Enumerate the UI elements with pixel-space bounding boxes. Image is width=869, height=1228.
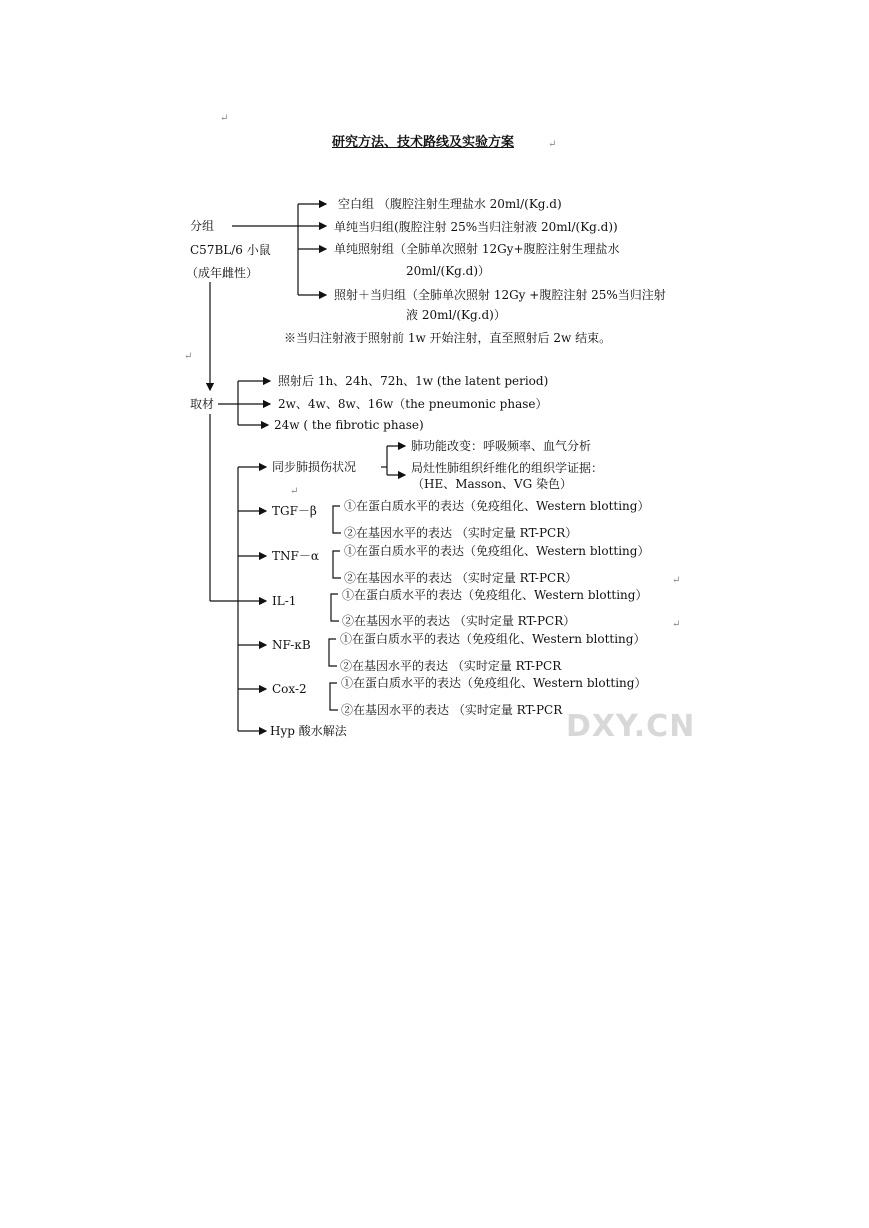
marker-name: Cox-2 bbox=[272, 682, 307, 696]
marker-gene: ②在基因水平的表达 （实时定量 RT-PCR） bbox=[344, 526, 578, 540]
lung-injury-label: 同步肺损伤状况 bbox=[272, 460, 357, 474]
paragraph-mark: ↵ bbox=[672, 575, 681, 586]
group-item-continued: 液 20ml/(Kg.d)） bbox=[406, 308, 506, 322]
paragraph-mark: ↵ bbox=[672, 619, 681, 630]
marker-protein: ①在蛋白质水平的表达（免疫组化、Western blotting） bbox=[344, 544, 650, 558]
group-item: 照射＋当归组（全肺单次照射 12Gy +腹腔注射 25%当归注射 bbox=[334, 288, 666, 302]
marker-protein: ①在蛋白质水平的表达（免疫组化、Western blotting） bbox=[340, 632, 646, 646]
paragraph-mark: ↵ bbox=[184, 351, 193, 362]
subject-note: （成年雌性） bbox=[186, 266, 259, 280]
marker-protein: ①在蛋白质水平的表达（免疫组化、Western blotting） bbox=[344, 499, 650, 513]
sampling-time: 照射后 1h、24h、72h、1w (the latent period) bbox=[278, 374, 549, 388]
marker-gene: ②在基因水平的表达 （实时定量 RT-PCR） bbox=[344, 571, 578, 585]
hyp-method: Hyp 酸水解法 bbox=[270, 724, 347, 738]
paragraph-mark: ↵ bbox=[220, 113, 229, 124]
marker-protein: ①在蛋白质水平的表达（免疫组化、Western blotting） bbox=[341, 676, 647, 690]
watermark-logo: DXY.CN bbox=[566, 709, 696, 744]
marker-gene: ②在基因水平的表达 （实时定量 RT-PCR） bbox=[342, 614, 576, 628]
paragraph-mark: ↵ bbox=[290, 486, 299, 497]
marker-protein: ①在蛋白质水平的表达（免疫组化、Western blotting） bbox=[342, 588, 648, 602]
lung-injury-item: 局灶性肺组织纤维化的组织学证据： bbox=[411, 461, 604, 475]
marker-gene: ②在基因水平的表达 （实时定量 RT-PCR bbox=[341, 703, 563, 717]
paragraph-mark: ↵ bbox=[548, 139, 557, 150]
marker-name: TGF－β bbox=[272, 504, 317, 518]
subject-label: C57BL/6 小鼠 bbox=[190, 243, 271, 257]
group-item: 单纯照射组（全肺单次照射 12Gy+腹腔注射生理盐水 bbox=[334, 242, 620, 256]
grouping-label: 分组 bbox=[190, 219, 215, 233]
lung-injury-item: （HE、Masson、VG 染色） bbox=[412, 477, 573, 491]
sampling-time: 2w、4w、8w、16w（the pneumonic phase） bbox=[278, 397, 548, 411]
sampling-label: 取材 bbox=[190, 397, 215, 411]
page-title: 研究方法、技术路线及实验方案 bbox=[332, 135, 515, 150]
group-item: 空白组 （腹腔注射生理盐水 20ml/(Kg.d) bbox=[338, 197, 562, 211]
injection-note: ※当归注射液于照射前 1w 开始注射，直至照射后 2w 结束。 bbox=[284, 331, 612, 345]
marker-name: IL-1 bbox=[272, 594, 297, 608]
marker-gene: ②在基因水平的表达 （实时定量 RT-PCR bbox=[340, 659, 562, 673]
group-item: 单纯当归组(腹腔注射 25%当归注射液 20ml/(Kg.d)) bbox=[334, 220, 618, 234]
sampling-time: 24w ( the fibrotic phase) bbox=[274, 418, 424, 432]
marker-name: TNF－α bbox=[272, 549, 319, 563]
group-item-continued: 20ml/(Kg.d)） bbox=[406, 264, 491, 278]
lung-injury-item: 肺功能改变：呼吸频率、血气分析 bbox=[411, 439, 592, 453]
marker-name: NF-κB bbox=[272, 638, 311, 652]
